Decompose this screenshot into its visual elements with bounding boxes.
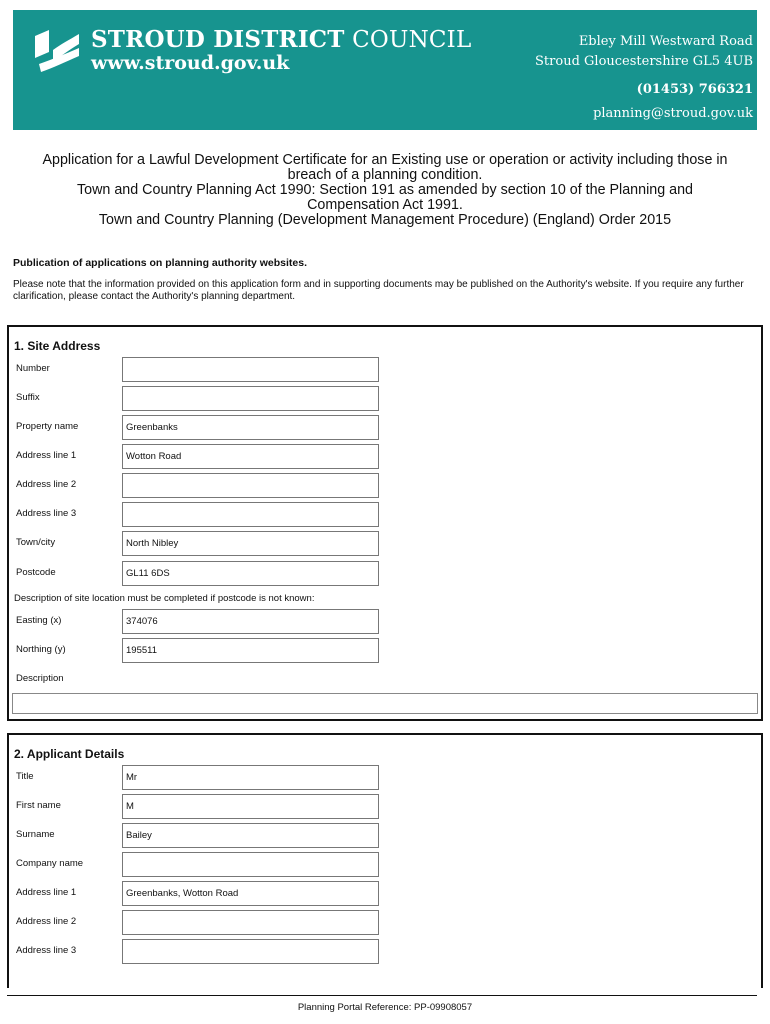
field-label: Postcode [16, 567, 56, 578]
site-address-section [7, 325, 763, 721]
property-name-field[interactable]: Greenbanks [122, 415, 379, 440]
field-label: First name [16, 800, 61, 811]
applicant-address-line-3-field[interactable] [122, 939, 379, 964]
publication-heading: Publication of applications on planning authority websites. [13, 257, 308, 269]
field-label: Address line 2 [16, 916, 77, 927]
form-title: Application for a Lawful Development Certificate for an Existing use or operation or activity including those in breach of a planning condition. Town and Country Planning Act 1990: Section 191 as amended by section 10 of the Planning and Compensation Act 1991. Town and Country Planning (Development Management Procedure) (England) Order 2015 [42, 152, 728, 228]
portal-reference: Planning Portal Reference: PP-09908057 [297, 1002, 473, 1013]
easting-field[interactable]: 374076 [122, 609, 379, 634]
field-label: Town/city [16, 537, 56, 548]
field-label: Title [16, 771, 34, 782]
field-label: Address line 1 [16, 450, 77, 461]
first-name-field[interactable]: M [122, 794, 379, 819]
council-logo-icon [35, 30, 79, 72]
description-field[interactable] [12, 693, 758, 714]
field-label: Surname [16, 829, 55, 840]
address-line-1: Ebley Mill Westward Road [578, 34, 753, 49]
applicant-details-section [7, 733, 763, 988]
council-name: STROUD DISTRICT COUNCIL [91, 26, 472, 53]
company-name-field[interactable] [122, 852, 379, 877]
publication-note: Please note that the information provided on this application form and in supporting documents may be published on the Authority's website. If you require any further clarification, please contact the Authority's planning department. [13, 279, 744, 302]
email-address[interactable]: planning@stroud.gov.uk [593, 106, 753, 121]
applicant-address-line-1-field[interactable]: Greenbanks, Wotton Road [122, 881, 379, 906]
address-line-1-field[interactable]: Wotton Road [122, 444, 379, 469]
field-label: Description [16, 673, 64, 684]
town-city-field[interactable]: North Nibley [122, 531, 379, 556]
suffix-field[interactable] [122, 386, 379, 411]
footer-divider [7, 995, 757, 996]
section-title: 2. Applicant Details [14, 747, 125, 761]
surname-field[interactable]: Bailey [122, 823, 379, 848]
northing-field[interactable]: 195511 [122, 638, 379, 663]
field-label: Suffix [16, 392, 40, 403]
field-label: Number [16, 363, 50, 374]
field-label: Company name [16, 858, 84, 869]
address-line-2: Stroud Gloucestershire GL5 4UB [535, 54, 753, 69]
council-website[interactable]: www.stroud.gov.uk [91, 52, 290, 74]
field-label: Address line 2 [16, 479, 77, 490]
phone-number: (01453) 766321 [636, 82, 753, 97]
field-label: Property name [16, 421, 79, 432]
field-label: Northing (y) [16, 644, 66, 655]
postcode-field[interactable]: GL11 6DS [122, 561, 379, 586]
location-note: Description of site location must be completed if postcode is not known: [14, 593, 315, 604]
field-label: Address line 3 [16, 508, 77, 519]
number-field[interactable] [122, 357, 379, 382]
applicant-address-line-2-field[interactable] [122, 910, 379, 935]
field-label: Address line 3 [16, 945, 77, 956]
address-line-2-field[interactable] [122, 473, 379, 498]
address-line-3-field[interactable] [122, 502, 379, 527]
section-title: 1. Site Address [14, 339, 101, 353]
field-label: Easting (x) [16, 615, 62, 626]
field-label: Address line 1 [16, 887, 77, 898]
council-header [13, 10, 757, 130]
title-field[interactable]: Mr [122, 765, 379, 790]
